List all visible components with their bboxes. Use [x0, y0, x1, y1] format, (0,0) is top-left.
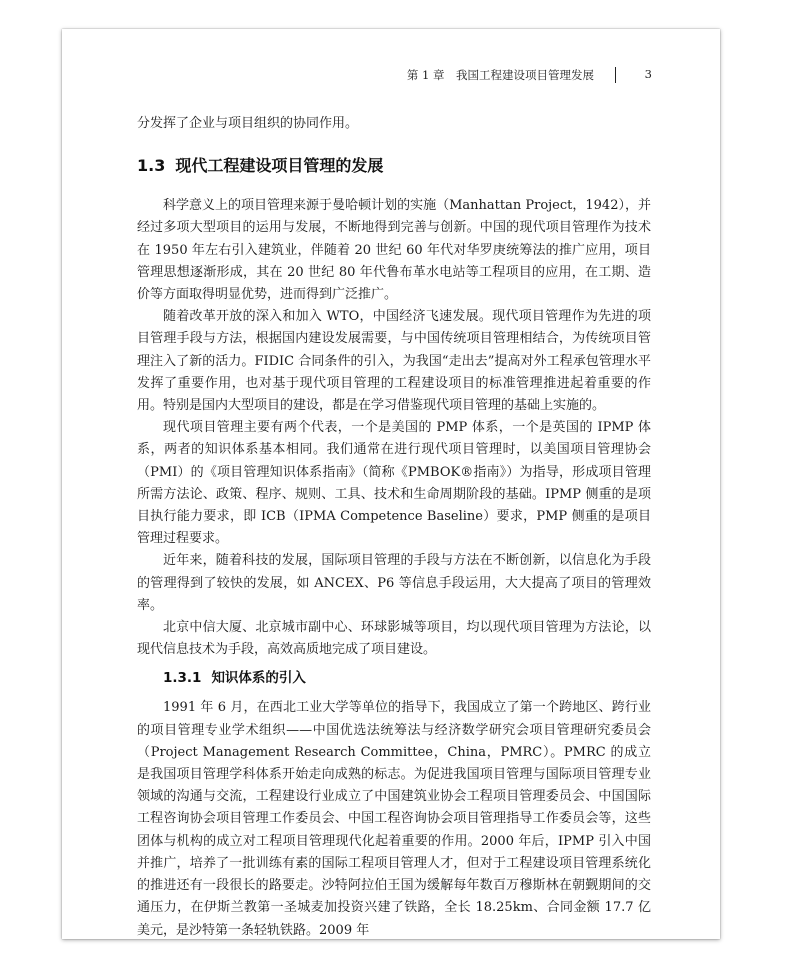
running-header [62, 67, 720, 87]
continued-paragraph: 分发挥了企业与项目组织的协同作用。 [137, 116, 359, 131]
chapter-title: 第 1 章 我国工程建设项目管理发展 [406, 68, 594, 82]
body-paragraph: 随着改革开放的深入和加入 WTO，中国经济飞速发展。现代项目管理作为先进的项目管理手段与方法，根据国内建设发展需要，与中国传统项目管理相结合，为传统项目管理注入了新的活力。FIDIC 合同条件的引入，为我国“走出去”提高对外工程承包管理水平发挥了重要作用，也对基于现代项目管理的工程建设项目的标准管理推进起着重要的作用。特别是国内大型项目的建设，都是在学习借鉴现代项目管理的基础上实施的。 [137, 309, 651, 414]
subsection-heading [163, 667, 651, 689]
subsection-number: 1.3.1 [163, 670, 202, 687]
body-paragraph: 现代项目管理主要有两个代表，一个是美国的 PMP 体系，一个是英国的 IPMP 体系，两者的知识体系基本相同。我们通常在进行现代项目管理时，以美国项目管理协会（PMI）的《项目管理知识体系指南》（简称《PMBOK®指南》）为指导，形成项目管理所需方法论、政策、程序、规则、工具、技术和生命周期阶段的基础。IPMP 侧重的是项目执行能力要求，即 ICB（IPMA Competence Baseline）要求，PMP 侧重的是项目管理过程要求。 [137, 420, 651, 547]
section-title: 现代工程建设项目管理的发展 [175, 156, 384, 176]
section-number: 1.3 [137, 156, 166, 176]
subsection-title: 知识体系的引入 [211, 670, 306, 687]
body-paragraph: 北京中信大厦、北京城市副中心、环球影城等项目，均以现代项目管理为方法论，以现代信息技术为手段，高效高质地完成了项目建设。 [137, 620, 651, 658]
body-paragraph: 科学意义上的项目管理来源于曼哈顿计划的实施（Manhattan Project，1942），并经过多项大型项目的运用与发展，不断地得到完善与创新。中国的现代项目管理作为技术在 1950 年左右引入建筑业，伴随着 20 世纪 60 年代对华罗庚统筹法的推广应用，项目管理思想逐渐形成，其在 20 世纪 80 年代鲁布革水电站等工程项目的应用，在工期、造价等方面取得明显优势，进而得到广泛推广。 [137, 198, 651, 303]
header-divider [615, 67, 616, 83]
page-body [137, 113, 651, 942]
page-number: 3 [644, 67, 652, 81]
book-page [62, 29, 720, 939]
body-paragraph: 近年来，随着科技的发展，国际项目管理的手段与方法在不断创新，以信息化为手段的管理得到了较快的发展，如 ANCEX、P6 等信息手段运用，大大提高了项目的管理效率。 [137, 553, 651, 613]
section-heading [137, 155, 651, 177]
body-paragraph: 1991 年 6 月，在西北工业大学等单位的指导下，我国成立了第一个跨地区、跨行业的项目管理专业学术组织——中国优选法统筹法与经济数学研究会项目管理研究委员会（Project Management Research Committee，China，PMRC）。PMRC 的成立是我国项目管理学科体系开始走向成熟的标志。为促进我国项目管理与国际项目管理专业领域的沟通与交流，工程建设行业成立了中国建筑业协会工程项目管理委员会、中国国际工程咨询协会项目管理工作委员会、中国工程咨询协会项目管理指导工作委员会等，这些团体与机构的成立对工程项目管理现代化起着重要的作用。2000 年后，IPMP 引入中国并推广，培养了一批训练有素的国际工程项目管理人才，但对于工程建设项目管理系统化的推进还有一段很长的路要走。沙特阿拉伯王国为缓解每年数百万穆斯林在朝觐期间的交通压力，在伊斯兰教第一圣城麦加投资兴建了铁路，全长 18.25km、合同金额 17.7 亿美元，是沙特第一条轻轨铁路。2009 年 [137, 700, 651, 938]
